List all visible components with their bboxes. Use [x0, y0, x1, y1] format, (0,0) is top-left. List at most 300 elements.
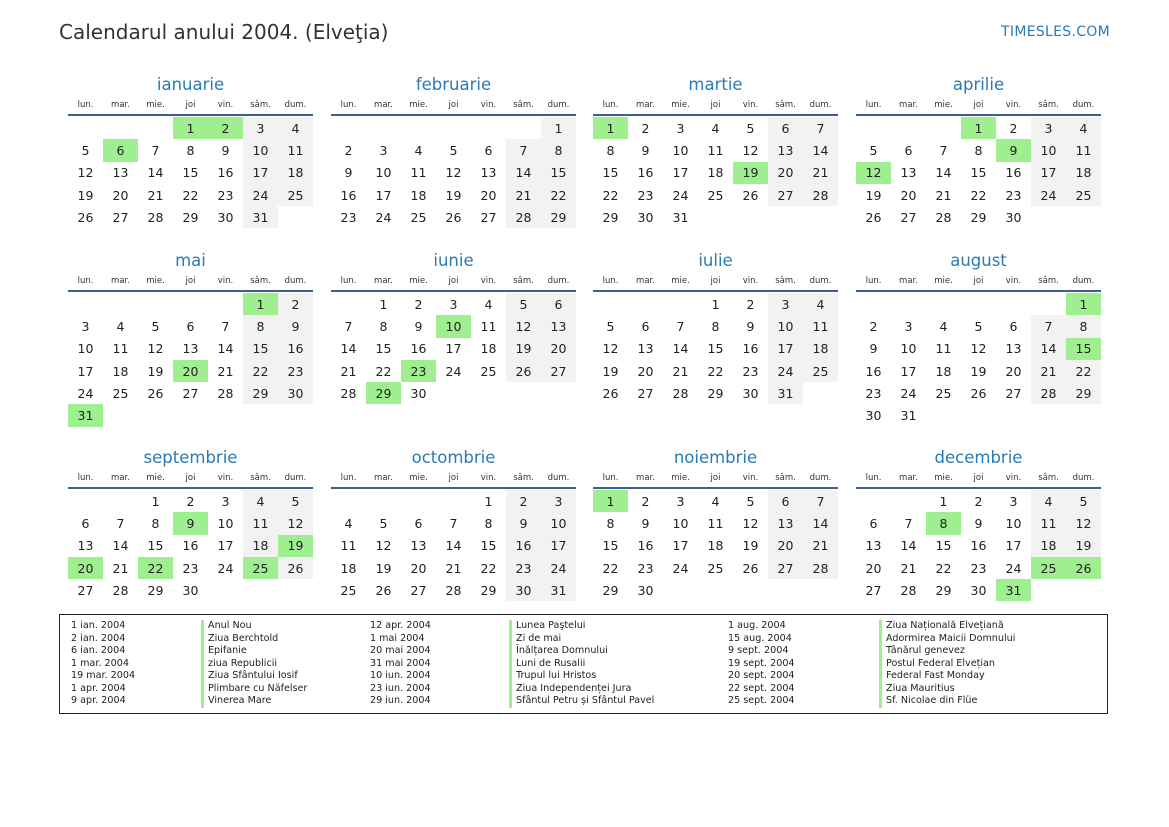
holiday-day-cell[interactable]: 6	[103, 139, 138, 161]
holiday-day-cell[interactable]: 1	[593, 117, 628, 139]
day-cell[interactable]: 8	[711, 318, 720, 334]
day-cell[interactable]: 22	[243, 360, 278, 382]
day-cell[interactable]: 24	[900, 385, 917, 401]
day-cell[interactable]: 1	[541, 117, 576, 139]
day-cell[interactable]: 9	[344, 165, 353, 181]
day-cell[interactable]: 28	[506, 206, 541, 228]
day-cell[interactable]: 30	[1005, 209, 1022, 225]
day-cell[interactable]: 11	[480, 318, 497, 334]
day-cell[interactable]: 7	[449, 515, 458, 531]
day-cell[interactable]: 22	[602, 560, 619, 576]
day-cell[interactable]: 22	[602, 187, 619, 203]
day-cell[interactable]: 18	[803, 338, 838, 360]
holiday-day-cell[interactable]: 31	[996, 579, 1031, 601]
day-cell[interactable]: 16	[278, 338, 313, 360]
day-cell[interactable]: 28	[340, 385, 357, 401]
day-cell[interactable]: 17	[541, 535, 576, 557]
day-cell[interactable]: 11	[243, 512, 278, 534]
day-cell[interactable]: 20	[768, 162, 803, 184]
day-cell[interactable]: 19	[147, 363, 164, 379]
day-cell[interactable]: 15	[480, 538, 497, 554]
day-cell[interactable]: 25	[1066, 184, 1101, 206]
day-cell[interactable]: 9	[414, 318, 423, 334]
day-cell[interactable]: 13	[768, 512, 803, 534]
holiday-day-cell[interactable]: 2	[208, 117, 243, 139]
day-cell[interactable]: 16	[410, 341, 427, 357]
day-cell[interactable]: 16	[742, 341, 759, 357]
day-cell[interactable]: 7	[506, 139, 541, 161]
day-cell[interactable]: 8	[606, 142, 615, 158]
day-cell[interactable]: 29	[602, 582, 619, 598]
day-cell[interactable]: 11	[1066, 139, 1101, 161]
day-cell[interactable]: 28	[112, 582, 129, 598]
day-cell[interactable]: 16	[637, 165, 654, 181]
day-cell[interactable]: 10	[243, 139, 278, 161]
day-cell[interactable]: 4	[939, 318, 948, 334]
day-cell[interactable]: 1	[151, 493, 160, 509]
day-cell[interactable]: 7	[116, 515, 125, 531]
day-cell[interactable]: 17	[243, 162, 278, 184]
day-cell[interactable]: 9	[974, 515, 983, 531]
holiday-day-cell[interactable]: 1	[243, 293, 278, 315]
day-cell[interactable]: 7	[344, 318, 353, 334]
day-cell[interactable]: 2	[641, 120, 650, 136]
day-cell[interactable]: 7	[151, 142, 160, 158]
day-cell[interactable]: 6	[641, 318, 650, 334]
day-cell[interactable]: 24	[77, 385, 94, 401]
day-cell[interactable]: 18	[112, 363, 129, 379]
day-cell[interactable]: 11	[935, 341, 952, 357]
day-cell[interactable]: 27	[410, 582, 427, 598]
day-cell[interactable]: 6	[186, 318, 195, 334]
day-cell[interactable]: 27	[77, 582, 94, 598]
day-cell[interactable]: 8	[541, 139, 576, 161]
day-cell[interactable]: 27	[541, 360, 576, 382]
day-cell[interactable]: 19	[375, 560, 392, 576]
day-cell[interactable]: 26	[506, 360, 541, 382]
day-cell[interactable]: 1	[711, 296, 720, 312]
day-cell[interactable]: 17	[768, 338, 803, 360]
day-cell[interactable]: 21	[672, 363, 689, 379]
day-cell[interactable]: 28	[935, 209, 952, 225]
day-cell[interactable]: 26	[742, 187, 759, 203]
day-cell[interactable]: 24	[243, 184, 278, 206]
day-cell[interactable]: 3	[81, 318, 90, 334]
day-cell[interactable]: 26	[865, 209, 882, 225]
day-cell[interactable]: 31	[900, 408, 917, 424]
day-cell[interactable]: 12	[445, 165, 462, 181]
day-cell[interactable]: 6	[768, 117, 803, 139]
day-cell[interactable]: 19	[445, 187, 462, 203]
day-cell[interactable]: 20	[480, 187, 497, 203]
day-cell[interactable]: 6	[904, 142, 913, 158]
day-cell[interactable]: 3	[676, 493, 685, 509]
day-cell[interactable]: 10	[768, 315, 803, 337]
day-cell[interactable]: 25	[340, 582, 357, 598]
day-cell[interactable]: 29	[707, 385, 724, 401]
day-cell[interactable]: 20	[865, 560, 882, 576]
day-cell[interactable]: 19	[970, 363, 987, 379]
day-cell[interactable]: 16	[865, 363, 882, 379]
day-cell[interactable]: 9	[278, 315, 313, 337]
day-cell[interactable]: 8	[974, 142, 983, 158]
day-cell[interactable]: 2	[869, 318, 878, 334]
holiday-day-cell[interactable]: 26	[1066, 557, 1101, 579]
day-cell[interactable]: 27	[768, 557, 803, 579]
day-cell[interactable]: 28	[1031, 382, 1066, 404]
day-cell[interactable]: 21	[935, 187, 952, 203]
day-cell[interactable]: 18	[1066, 162, 1101, 184]
day-cell[interactable]: 16	[217, 165, 234, 181]
day-cell[interactable]: 13	[112, 165, 129, 181]
day-cell[interactable]: 12	[278, 512, 313, 534]
day-cell[interactable]: 24	[375, 209, 392, 225]
day-cell[interactable]: 2	[186, 493, 195, 509]
day-cell[interactable]: 4	[116, 318, 125, 334]
day-cell[interactable]: 8	[606, 515, 615, 531]
day-cell[interactable]: 22	[182, 187, 199, 203]
day-cell[interactable]: 24	[541, 557, 576, 579]
day-cell[interactable]: 5	[746, 120, 755, 136]
day-cell[interactable]: 18	[935, 363, 952, 379]
holiday-day-cell[interactable]: 19	[733, 162, 768, 184]
day-cell[interactable]: 16	[1005, 165, 1022, 181]
day-cell[interactable]: 14	[672, 341, 689, 357]
day-cell[interactable]: 17	[1005, 538, 1022, 554]
day-cell[interactable]: 20	[410, 560, 427, 576]
day-cell[interactable]: 5	[449, 142, 458, 158]
day-cell[interactable]: 27	[480, 209, 497, 225]
day-cell[interactable]: 13	[1005, 341, 1022, 357]
day-cell[interactable]: 5	[1066, 490, 1101, 512]
day-cell[interactable]: 16	[182, 538, 199, 554]
holiday-day-cell[interactable]: 20	[68, 557, 103, 579]
day-cell[interactable]: 15	[147, 538, 164, 554]
day-cell[interactable]: 24	[672, 560, 689, 576]
day-cell[interactable]: 27	[637, 385, 654, 401]
day-cell[interactable]: 9	[869, 341, 878, 357]
day-cell[interactable]: 21	[445, 560, 462, 576]
day-cell[interactable]: 26	[742, 560, 759, 576]
day-cell[interactable]: 22	[480, 560, 497, 576]
day-cell[interactable]: 2	[1009, 120, 1018, 136]
day-cell[interactable]: 13	[865, 538, 882, 554]
day-cell[interactable]: 2	[974, 493, 983, 509]
day-cell[interactable]: 29	[243, 382, 278, 404]
holiday-day-cell[interactable]: 22	[138, 557, 173, 579]
day-cell[interactable]: 14	[147, 165, 164, 181]
day-cell[interactable]: 3	[676, 120, 685, 136]
day-cell[interactable]: 5	[379, 515, 388, 531]
day-cell[interactable]: 13	[182, 341, 199, 357]
day-cell[interactable]: 30	[278, 382, 313, 404]
day-cell[interactable]: 5	[278, 490, 313, 512]
day-cell[interactable]: 18	[340, 560, 357, 576]
day-cell[interactable]: 13	[637, 341, 654, 357]
day-cell[interactable]: 26	[602, 385, 619, 401]
day-cell[interactable]: 2	[344, 142, 353, 158]
day-cell[interactable]: 21	[147, 187, 164, 203]
day-cell[interactable]: 25	[803, 360, 838, 382]
day-cell[interactable]: 3	[1009, 493, 1018, 509]
day-cell[interactable]: 17	[217, 538, 234, 554]
day-cell[interactable]: 6	[869, 515, 878, 531]
day-cell[interactable]: 25	[935, 385, 952, 401]
day-cell[interactable]: 23	[278, 360, 313, 382]
day-cell[interactable]: 30	[506, 579, 541, 601]
day-cell[interactable]: 30	[970, 582, 987, 598]
day-cell[interactable]: 7	[676, 318, 685, 334]
day-cell[interactable]: 12	[77, 165, 94, 181]
holiday-day-cell[interactable]: 10	[436, 315, 471, 337]
day-cell[interactable]: 30	[217, 209, 234, 225]
day-cell[interactable]: 15	[375, 341, 392, 357]
day-cell[interactable]: 11	[340, 538, 357, 554]
day-cell[interactable]: 15	[243, 338, 278, 360]
holiday-day-cell[interactable]: 12	[856, 162, 891, 184]
day-cell[interactable]: 21	[112, 560, 129, 576]
day-cell[interactable]: 12	[375, 538, 392, 554]
day-cell[interactable]: 13	[900, 165, 917, 181]
day-cell[interactable]: 14	[803, 139, 838, 161]
day-cell[interactable]: 11	[278, 139, 313, 161]
day-cell[interactable]: 21	[803, 162, 838, 184]
day-cell[interactable]: 10	[541, 512, 576, 534]
day-cell[interactable]: 26	[278, 557, 313, 579]
day-cell[interactable]: 8	[484, 515, 493, 531]
day-cell[interactable]: 16	[637, 538, 654, 554]
day-cell[interactable]: 21	[217, 363, 234, 379]
day-cell[interactable]: 11	[1031, 512, 1066, 534]
day-cell[interactable]: 4	[278, 117, 313, 139]
day-cell[interactable]: 16	[340, 187, 357, 203]
day-cell[interactable]: 14	[445, 538, 462, 554]
day-cell[interactable]: 26	[77, 209, 94, 225]
day-cell[interactable]: 4	[803, 293, 838, 315]
day-cell[interactable]: 3	[1031, 117, 1066, 139]
day-cell[interactable]: 20	[541, 338, 576, 360]
day-cell[interactable]: 3	[449, 296, 458, 312]
day-cell[interactable]: 5	[151, 318, 160, 334]
day-cell[interactable]: 14	[935, 165, 952, 181]
day-cell[interactable]: 7	[1031, 315, 1066, 337]
day-cell[interactable]: 11	[707, 142, 724, 158]
day-cell[interactable]: 30	[182, 582, 199, 598]
day-cell[interactable]: 15	[935, 538, 952, 554]
day-cell[interactable]: 6	[414, 515, 423, 531]
day-cell[interactable]: 29	[1066, 382, 1101, 404]
day-cell[interactable]: 21	[340, 363, 357, 379]
day-cell[interactable]: 5	[974, 318, 983, 334]
day-cell[interactable]: 4	[711, 120, 720, 136]
day-cell[interactable]: 20	[900, 187, 917, 203]
day-cell[interactable]: 5	[81, 142, 90, 158]
holiday-day-cell[interactable]: 15	[1066, 338, 1101, 360]
day-cell[interactable]: 12	[147, 341, 164, 357]
day-cell[interactable]: 23	[970, 560, 987, 576]
day-cell[interactable]: 25	[278, 184, 313, 206]
day-cell[interactable]: 4	[243, 490, 278, 512]
day-cell[interactable]: 3	[243, 117, 278, 139]
day-cell[interactable]: 9	[506, 512, 541, 534]
day-cell[interactable]: 23	[506, 557, 541, 579]
day-cell[interactable]: 4	[344, 515, 353, 531]
day-cell[interactable]: 28	[217, 385, 234, 401]
day-cell[interactable]: 29	[602, 209, 619, 225]
day-cell[interactable]: 9	[641, 515, 650, 531]
day-cell[interactable]: 20	[637, 363, 654, 379]
day-cell[interactable]: 9	[746, 318, 755, 334]
day-cell[interactable]: 14	[803, 512, 838, 534]
day-cell[interactable]: 26	[970, 385, 987, 401]
day-cell[interactable]: 18	[1031, 535, 1066, 557]
day-cell[interactable]: 24	[445, 363, 462, 379]
brand-link[interactable]: TIMESLES.COM	[1001, 24, 1110, 40]
day-cell[interactable]: 20	[1005, 363, 1022, 379]
day-cell[interactable]: 9	[641, 142, 650, 158]
day-cell[interactable]: 31	[672, 209, 689, 225]
day-cell[interactable]: 10	[1005, 515, 1022, 531]
day-cell[interactable]: 7	[221, 318, 230, 334]
day-cell[interactable]: 18	[707, 538, 724, 554]
day-cell[interactable]: 8	[243, 315, 278, 337]
day-cell[interactable]: 28	[900, 582, 917, 598]
day-cell[interactable]: 11	[410, 165, 427, 181]
day-cell[interactable]: 17	[900, 363, 917, 379]
day-cell[interactable]: 23	[217, 187, 234, 203]
day-cell[interactable]: 31	[243, 206, 278, 228]
day-cell[interactable]: 29	[480, 582, 497, 598]
day-cell[interactable]: 12	[1066, 512, 1101, 534]
day-cell[interactable]: 6	[484, 142, 493, 158]
day-cell[interactable]: 3	[221, 493, 230, 509]
day-cell[interactable]: 2	[641, 493, 650, 509]
day-cell[interactable]: 17	[672, 165, 689, 181]
day-cell[interactable]: 13	[480, 165, 497, 181]
day-cell[interactable]: 25	[480, 363, 497, 379]
day-cell[interactable]: 12	[742, 515, 759, 531]
day-cell[interactable]: 21	[506, 184, 541, 206]
day-cell[interactable]: 7	[939, 142, 948, 158]
day-cell[interactable]: 26	[375, 582, 392, 598]
day-cell[interactable]: 3	[541, 490, 576, 512]
day-cell[interactable]: 18	[707, 165, 724, 181]
day-cell[interactable]: 1	[379, 296, 388, 312]
day-cell[interactable]: 24	[672, 187, 689, 203]
day-cell[interactable]: 27	[112, 209, 129, 225]
day-cell[interactable]: 12	[742, 142, 759, 158]
day-cell[interactable]: 14	[506, 162, 541, 184]
day-cell[interactable]: 25	[707, 560, 724, 576]
day-cell[interactable]: 2	[506, 490, 541, 512]
day-cell[interactable]: 22	[935, 560, 952, 576]
day-cell[interactable]: 18	[278, 162, 313, 184]
day-cell[interactable]: 3	[904, 318, 913, 334]
day-cell[interactable]: 26	[147, 385, 164, 401]
holiday-day-cell[interactable]: 1	[961, 117, 996, 139]
day-cell[interactable]: 17	[672, 538, 689, 554]
day-cell[interactable]: 29	[182, 209, 199, 225]
day-cell[interactable]: 21	[1031, 360, 1066, 382]
day-cell[interactable]: 2	[278, 293, 313, 315]
day-cell[interactable]: 15	[970, 165, 987, 181]
holiday-day-cell[interactable]: 23	[401, 360, 436, 382]
holiday-day-cell[interactable]: 8	[926, 512, 961, 534]
day-cell[interactable]: 28	[672, 385, 689, 401]
day-cell[interactable]: 18	[410, 187, 427, 203]
day-cell[interactable]: 27	[182, 385, 199, 401]
day-cell[interactable]: 24	[1005, 560, 1022, 576]
day-cell[interactable]: 20	[768, 535, 803, 557]
holiday-day-cell[interactable]: 20	[173, 360, 208, 382]
day-cell[interactable]: 10	[1031, 139, 1066, 161]
day-cell[interactable]: 17	[375, 187, 392, 203]
day-cell[interactable]: 10	[375, 165, 392, 181]
day-cell[interactable]: 6	[1009, 318, 1018, 334]
day-cell[interactable]: 5	[869, 142, 878, 158]
day-cell[interactable]: 14	[900, 538, 917, 554]
day-cell[interactable]: 7	[904, 515, 913, 531]
day-cell[interactable]: 3	[379, 142, 388, 158]
day-cell[interactable]: 8	[1066, 315, 1101, 337]
day-cell[interactable]: 10	[672, 142, 689, 158]
day-cell[interactable]: 29	[970, 209, 987, 225]
day-cell[interactable]: 29	[541, 206, 576, 228]
holiday-day-cell[interactable]: 1	[173, 117, 208, 139]
day-cell[interactable]: 27	[768, 184, 803, 206]
day-cell[interactable]: 11	[112, 341, 129, 357]
day-cell[interactable]: 19	[506, 338, 541, 360]
day-cell[interactable]: 22	[970, 187, 987, 203]
day-cell[interactable]: 4	[1031, 490, 1066, 512]
day-cell[interactable]: 23	[1005, 187, 1022, 203]
day-cell[interactable]: 25	[112, 385, 129, 401]
day-cell[interactable]: 10	[77, 341, 94, 357]
day-cell[interactable]: 19	[865, 187, 882, 203]
day-cell[interactable]: 12	[506, 315, 541, 337]
day-cell[interactable]: 30	[637, 209, 654, 225]
day-cell[interactable]: 6	[768, 490, 803, 512]
day-cell[interactable]: 14	[112, 538, 129, 554]
day-cell[interactable]: 1	[939, 493, 948, 509]
day-cell[interactable]: 30	[410, 385, 427, 401]
day-cell[interactable]: 15	[541, 162, 576, 184]
day-cell[interactable]: 21	[803, 535, 838, 557]
day-cell[interactable]: 18	[243, 535, 278, 557]
day-cell[interactable]: 28	[445, 582, 462, 598]
day-cell[interactable]: 22	[707, 363, 724, 379]
day-cell[interactable]: 1	[484, 493, 493, 509]
day-cell[interactable]: 22	[541, 184, 576, 206]
day-cell[interactable]: 14	[217, 341, 234, 357]
day-cell[interactable]: 24	[1031, 184, 1066, 206]
day-cell[interactable]: 18	[480, 341, 497, 357]
day-cell[interactable]: 2	[746, 296, 755, 312]
day-cell[interactable]: 19	[742, 538, 759, 554]
day-cell[interactable]: 24	[768, 360, 803, 382]
day-cell[interactable]: 17	[1031, 162, 1066, 184]
day-cell[interactable]: 7	[803, 117, 838, 139]
day-cell[interactable]: 28	[147, 209, 164, 225]
day-cell[interactable]: 4	[1066, 117, 1101, 139]
day-cell[interactable]: 22	[375, 363, 392, 379]
day-cell[interactable]: 23	[865, 385, 882, 401]
day-cell[interactable]: 9	[221, 142, 230, 158]
holiday-day-cell[interactable]: 29	[366, 382, 401, 404]
day-cell[interactable]: 28	[803, 557, 838, 579]
day-cell[interactable]: 12	[602, 341, 619, 357]
day-cell[interactable]: 10	[900, 341, 917, 357]
